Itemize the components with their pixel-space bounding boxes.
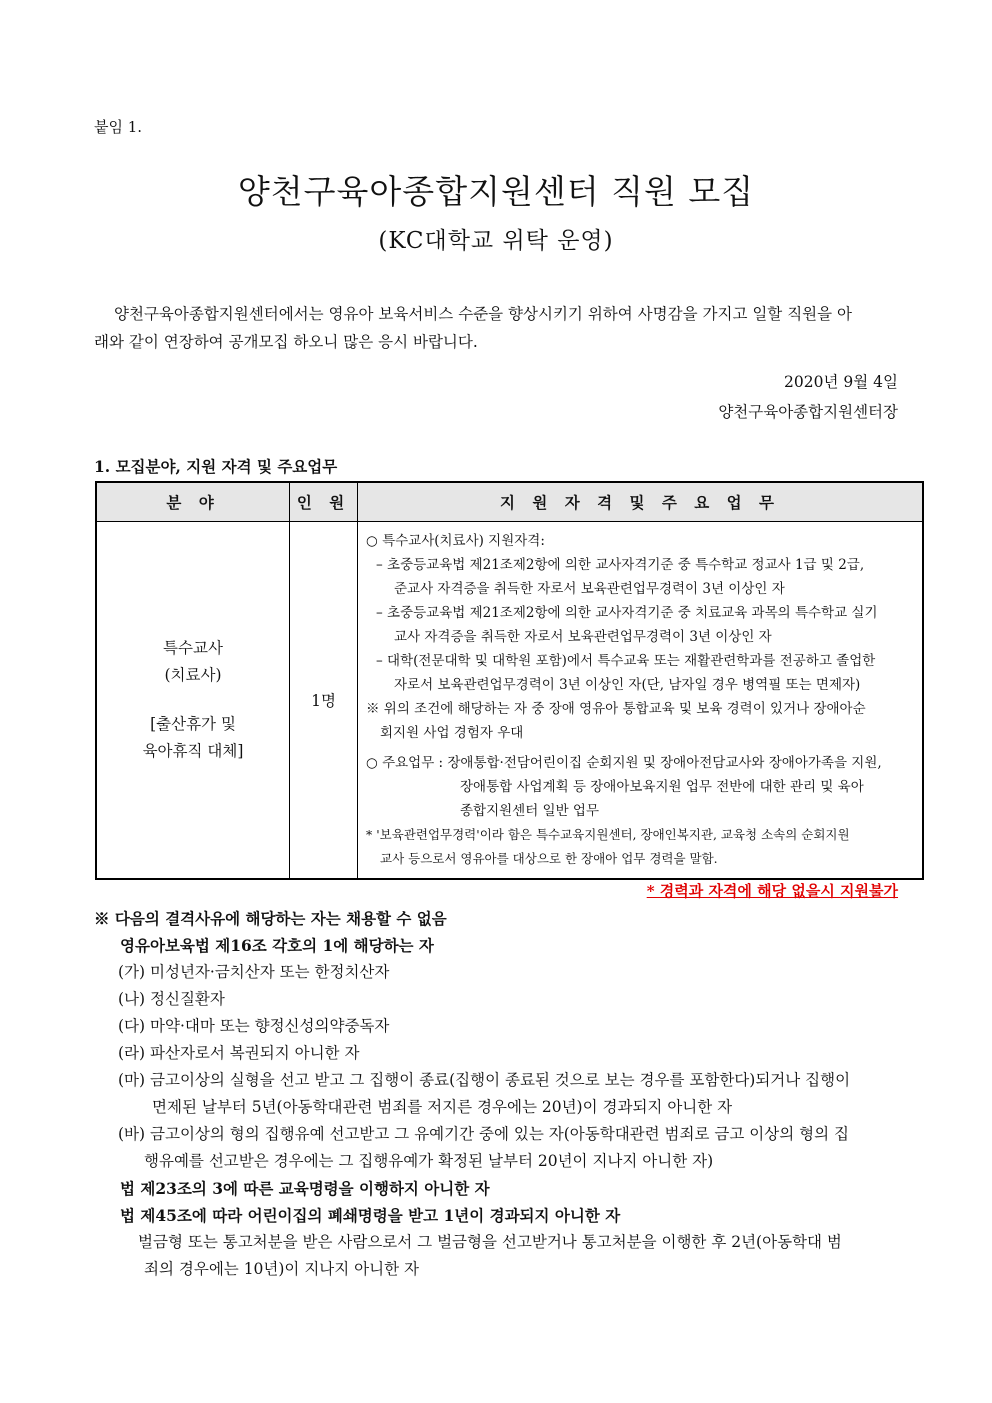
list-item: (바) 금고이상의 형의 집행유예 선고받고 그 유예기간 중에 있는 자(아동학대관련 범죄로 금고 이상의 형의 집 (118, 1125, 849, 1143)
list-item: (라) 파산자로서 복권되지 아니한 자 (118, 1044, 360, 1062)
list-item: 죄의 경우에는 10년)이 지나지 아니한 자 (144, 1260, 420, 1278)
list-item: 벌금형 또는 통고처분을 받은 사람으로서 그 벌금형을 선고받거나 통고처분을 이행한 후 2년(아동학대 범 (138, 1233, 842, 1251)
intro-line: 래와 같이 연장하여 공개모집 하오니 많은 응시 바랍니다. (94, 333, 478, 351)
disqualification-section (94, 905, 904, 1283)
intro-paragraph (94, 300, 900, 356)
law-item: 법 제45조에 따라 어린이집의 폐쇄명령을 받고 1년이 경과되지 아니한 자 (120, 1206, 621, 1225)
page-subtitle: (KC대학교 위탁 운영) (378, 228, 614, 254)
field-cell (96, 522, 290, 880)
disqualification-heading: ※ 다음의 결격사유에 해당하는 자는 채용할 수 없음 (94, 909, 447, 928)
section-heading: 1. 모집분야, 지원 자격 및 주요업무 (94, 457, 338, 476)
qualification-line: ○ 특수교사(치료사) 지원자격: (366, 533, 545, 549)
note-line: * '보육관련업무경력'이라 함은 특수교육지원센터, 장애인복지관, 교육청 소속의 순회지원 (366, 827, 850, 842)
list-item: (마) 금고이상의 실형을 선고 받고 그 집행이 종료(집행이 종료된 것으로 보는 경우를 포함한다)되거나 집행이 (118, 1071, 851, 1089)
law-item: 영유아보육법 제16조 각호의 1에 해당하는 자 (120, 936, 434, 955)
list-item: (나) 정신질환자 (118, 990, 225, 1008)
qualification-line: ※ 위의 조건에 해당하는 자 중 장애 영유아 통합교육 및 보육 경력이 있거나 장애아순 (366, 701, 866, 717)
column-header-qualification: 지 원 자 격 및 주 요 업 무 (358, 482, 924, 522)
attachment-label: 붙임 1. (94, 118, 143, 136)
recruitment-table (95, 481, 924, 880)
duty-line: 종합지원센터 일반 업무 (460, 803, 599, 819)
qualification-line: – 대학(전문대학 및 대학원 포함)에서 특수교육 또는 재활관련학과를 전공하고 졸업한 (376, 653, 876, 669)
organization-name: 양천구육아종합지원센터장 (718, 403, 898, 421)
field-line: [출산휴가 및 (150, 715, 236, 733)
note-line: 교사 등으로서 영유아를 대상으로 한 장애아 업무 경력을 말함. (380, 851, 718, 866)
table-row (96, 522, 923, 880)
qualification-line: 준교사 자격증을 취득한 자로서 보육관련업무경력이 3년 이상인 자 (394, 581, 785, 597)
field-line: 특수교사 (163, 639, 223, 657)
count-cell: 1명 (290, 522, 358, 880)
table-header-row (96, 482, 923, 522)
list-item: 행유예를 선고받은 경우에는 그 집행유예가 확정된 날부터 20년이 지나지 아니한 자) (144, 1152, 714, 1170)
column-header-count: 인 원 (290, 482, 358, 522)
qualification-cell (358, 522, 924, 880)
duty-line: ○ 주요업무 : 장애통합·전담어린이집 순회지원 및 장애아전담교사와 장애아가족을 지원, (366, 755, 882, 771)
duty-line: 장애통합 사업계획 등 장애아보육지원 업무 전반에 대한 관리 및 육아 (460, 779, 864, 795)
qualification-line: 교사 자격증을 취득한 자로서 보육관련업무경력이 3년 이상인 자 (394, 629, 772, 645)
list-item: 면제된 날부터 5년(아동학대관련 범죄를 저지른 경우에는 20년)이 경과되지 아니한 자 (152, 1098, 733, 1116)
field-line: (치료사) (164, 666, 222, 684)
column-header-field: 분 야 (96, 482, 290, 522)
page-title: 양천구육아종합지원센터 직원 모집 (237, 172, 755, 211)
intro-line: 양천구육아종합지원센터에서는 영유아 보육서비스 수준을 향상시키기 위하여 사명감을 가지고 일할 직원을 아 (114, 305, 853, 323)
qualification-line: 회지원 사업 경험자 우대 (380, 725, 524, 741)
field-line: 육아휴직 대체] (142, 742, 244, 760)
qualification-line: – 초중등교육법 제21조제2항에 의한 교사자격기준 중 치료교육 과목의 특수학교 실기 (376, 605, 878, 621)
qualification-line: – 초중등교육법 제21조제2항에 의한 교사자격기준 중 특수학교 정교사 1급 및 2급, (376, 557, 865, 573)
list-item: (가) 미성년자·금치산자 또는 한정치산자 (118, 963, 390, 981)
law-item: 법 제23조의 3에 따른 교육명령을 이행하지 아니한 자 (120, 1179, 490, 1198)
eligibility-warning: * 경력과 자격에 해당 없을시 지원불가 (646, 882, 898, 900)
qualification-line: 자로서 보육관련업무경력이 3년 이상인 자(단, 남자일 경우 병역필 또는 면제자) (394, 677, 861, 693)
announcement-date: 2020년 9월 4일 (784, 373, 898, 391)
list-item: (다) 마약·대마 또는 향정신성의약중독자 (118, 1017, 390, 1035)
